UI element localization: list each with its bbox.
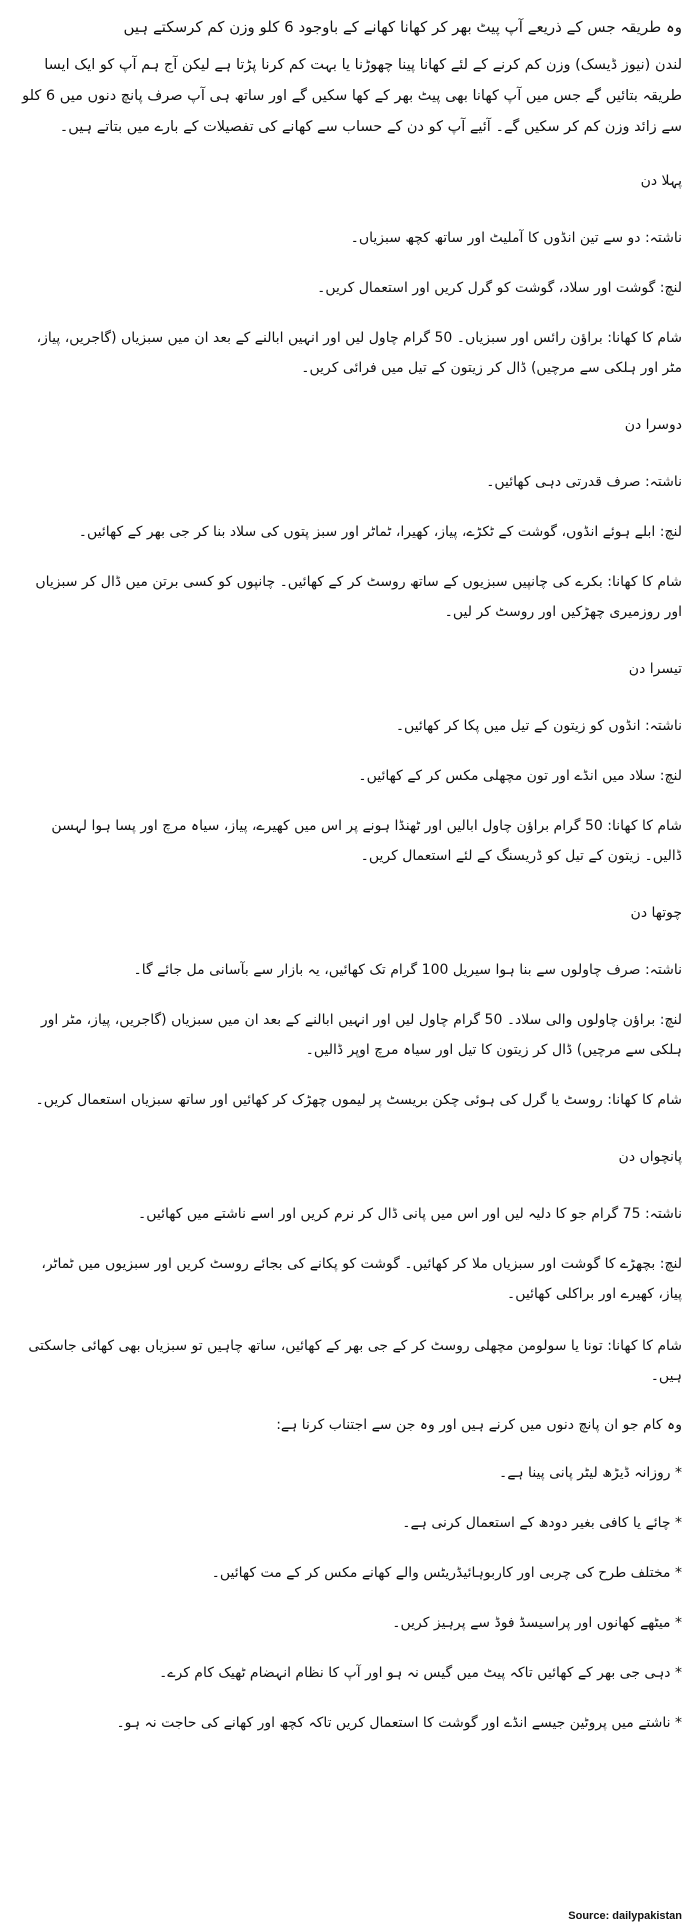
rule-item: * دہی جی بھر کے کھائیں تاکہ پیٹ میں گیس نہ ہو اور آپ کا نظام انہضام ٹھیک کام کرے۔ — [159, 1665, 682, 1681]
day-section — [18, 901, 682, 1115]
day-section — [18, 657, 682, 871]
breakfast-text: ناشتہ: انڈوں کو زیتون کے تیل میں پکا کر کھائیں۔ — [395, 718, 682, 734]
dinner-text: شام کا کھانا: روسٹ یا گرل کی ہوئی چکن بریسٹ پر لیموں چھڑک کر کھائیں اور ساتھ سبزیاں استعمال کریں۔ — [35, 1092, 682, 1108]
lunch-text: لنچ: گوشت اور سلاد، گوشت کو گرل کریں اور استعمال کریں۔ — [317, 280, 682, 296]
article-title: وہ طریقہ جس کے ذریعے آپ پیٹ بھر کر کھانا کھانے کے باوجود 6 کلو وزن کم کرسکتے ہیں — [123, 18, 682, 36]
day-section — [18, 169, 682, 383]
lunch-text: لنچ: بچھڑے کا گوشت اور سبزیاں ملا کر کھائیں۔ گوشت کو پکانے کی بجائے روسٹ کریں اور سبزیوں میں ٹماٹر، پیاز، کھیرے اور براکلی کھائیں۔ — [41, 1256, 682, 1302]
dinner-text: شام کا کھانا: بکرے کی چانپیں سبزیوں کے ساتھ روسٹ کر کے کھائیں۔ چانپوں کو کسی برتن میں ڈال کر سبزیاں اور روزمیری چھڑکیں اور روسٹ کر لیں۔ — [35, 574, 682, 620]
dinner-text: شام کا کھانا: تونا یا سولومن مچھلی روسٹ کر کے جی بھر کے کھائیں، ساتھ چاہیں تو سبزیاں بھی کھائی جاسکتی ہیں۔ — [28, 1338, 682, 1384]
rule-item: * چائے یا کافی بغیر دودھ کے استعمال کرنی ہے۔ — [402, 1515, 682, 1531]
day-heading: تیسرا دن — [628, 661, 682, 677]
day-section — [18, 1145, 682, 1391]
rule-item: * ناشتے میں پروٹین جیسے انڈے اور گوشت کا استعمال کریں تاکہ کچھ اور کھانے کی حاجت نہ ہو۔ — [116, 1715, 682, 1731]
day-heading: پانچواں دن — [618, 1149, 682, 1165]
rule-item: * میٹھے کھانوں اور پراسیسڈ فوڈ سے پرہیز کریں۔ — [392, 1615, 682, 1631]
dinner-text: شام کا کھانا: 50 گرام براؤن چاول ابالیں اور ٹھنڈا ہونے پر اس میں کھیرے، پیاز، سیاہ مرچ اور پسا ہوا لہسن ڈالیں۔ زیتون کے تیل کو ڈریسنگ کے لئے استعمال کریں۔ — [51, 818, 682, 864]
dinner-text: شام کا کھانا: براؤن رائس اور سبزیاں۔ 50 گرام چاول لیں اور انہیں ابالنے کے بعد ان میں سبزیاں (گاجریں، پیاز، مٹر اور ہلکی سے مرچیں) ڈال کر زیتون کے تیل میں فرائی کریں۔ — [36, 330, 682, 376]
day-heading: پہلا دن — [640, 173, 682, 189]
breakfast-text: ناشتہ: 75 گرام جو کا دلیہ لیں اور اس میں پانی ڈال کر نرم کریں اور اسے ناشتے میں کھائیں۔ — [138, 1206, 682, 1222]
rule-item: * روزانہ ڈیڑھ لیٹر پانی پینا ہے۔ — [499, 1465, 682, 1481]
rule-item: * مختلف طرح کی چربی اور کاربوہائیڈریٹس والے کھانے مکس کر کے مت کھائیں۔ — [211, 1565, 682, 1581]
lunch-text: لنچ: براؤن چاولوں والی سلاد۔ 50 گرام چاول لیں اور انہیں ابالنے کے بعد ان میں سبزیاں (گاجریں، پیاز، مٹر اور ہلکی سے مرچیں) ڈال کر زیتون کا تیل اور سیاہ مرچ اوپر ڈالیں۔ — [40, 1012, 682, 1058]
rules-intro: وہ کام جو ان پانچ دنوں میں کرنے ہیں اور وہ جن سے اجتناب کرنا ہے: — [276, 1417, 682, 1433]
breakfast-text: ناشتہ: صرف قدرتی دہی کھائیں۔ — [486, 474, 682, 490]
article-intro: لندن (نیوز ڈیسک) وزن کم کرنے کے لئے کھانا پینا چھوڑنا یا بہت کم کرنا پڑتا ہے لیکن آج ہم آپ کو ایک ایسا طریقہ بتائیں گے جس میں آپ کھانا بھی پیٹ بھر کے کھا سکیں گے اور ساتھ ہی آپ صرف پانچ دنوں میں 6 کلو سے زائد وزن کم کر سکیں گے۔ آئیے آپ کو دن کے حساب سے کھانے کی تفصیلات کے بارے میں بتاتے ہیں۔ — [22, 57, 682, 135]
breakfast-text: ناشتہ: صرف چاولوں سے بنا ہوا سیریل 100 گرام تک کھائیں، یہ بازار سے بآسانی مل جائے گا۔ — [133, 962, 682, 978]
lunch-text: لنچ: ابلے ہوئے انڈوں، گوشت کے ٹکڑے، پیاز، کھیرا، ٹماٹر اور سبز پتوں کی سلاد بنا کر جی بھر کے کھائیں۔ — [78, 524, 682, 540]
day-heading: چوتھا دن — [630, 905, 682, 921]
lunch-text: لنچ: سلاد میں انڈے اور تون مچھلی مکس کر کے کھائیں۔ — [358, 768, 682, 784]
day-heading: دوسرا دن — [624, 417, 682, 433]
breakfast-text: ناشتہ: دو سے تین انڈوں کا آملیٹ اور ساتھ کچھ سبزیاں۔ — [350, 230, 682, 246]
source-credit: Source: dailypakistan — [568, 1910, 682, 1922]
day-section — [18, 413, 682, 627]
rules-section — [18, 1411, 682, 1737]
